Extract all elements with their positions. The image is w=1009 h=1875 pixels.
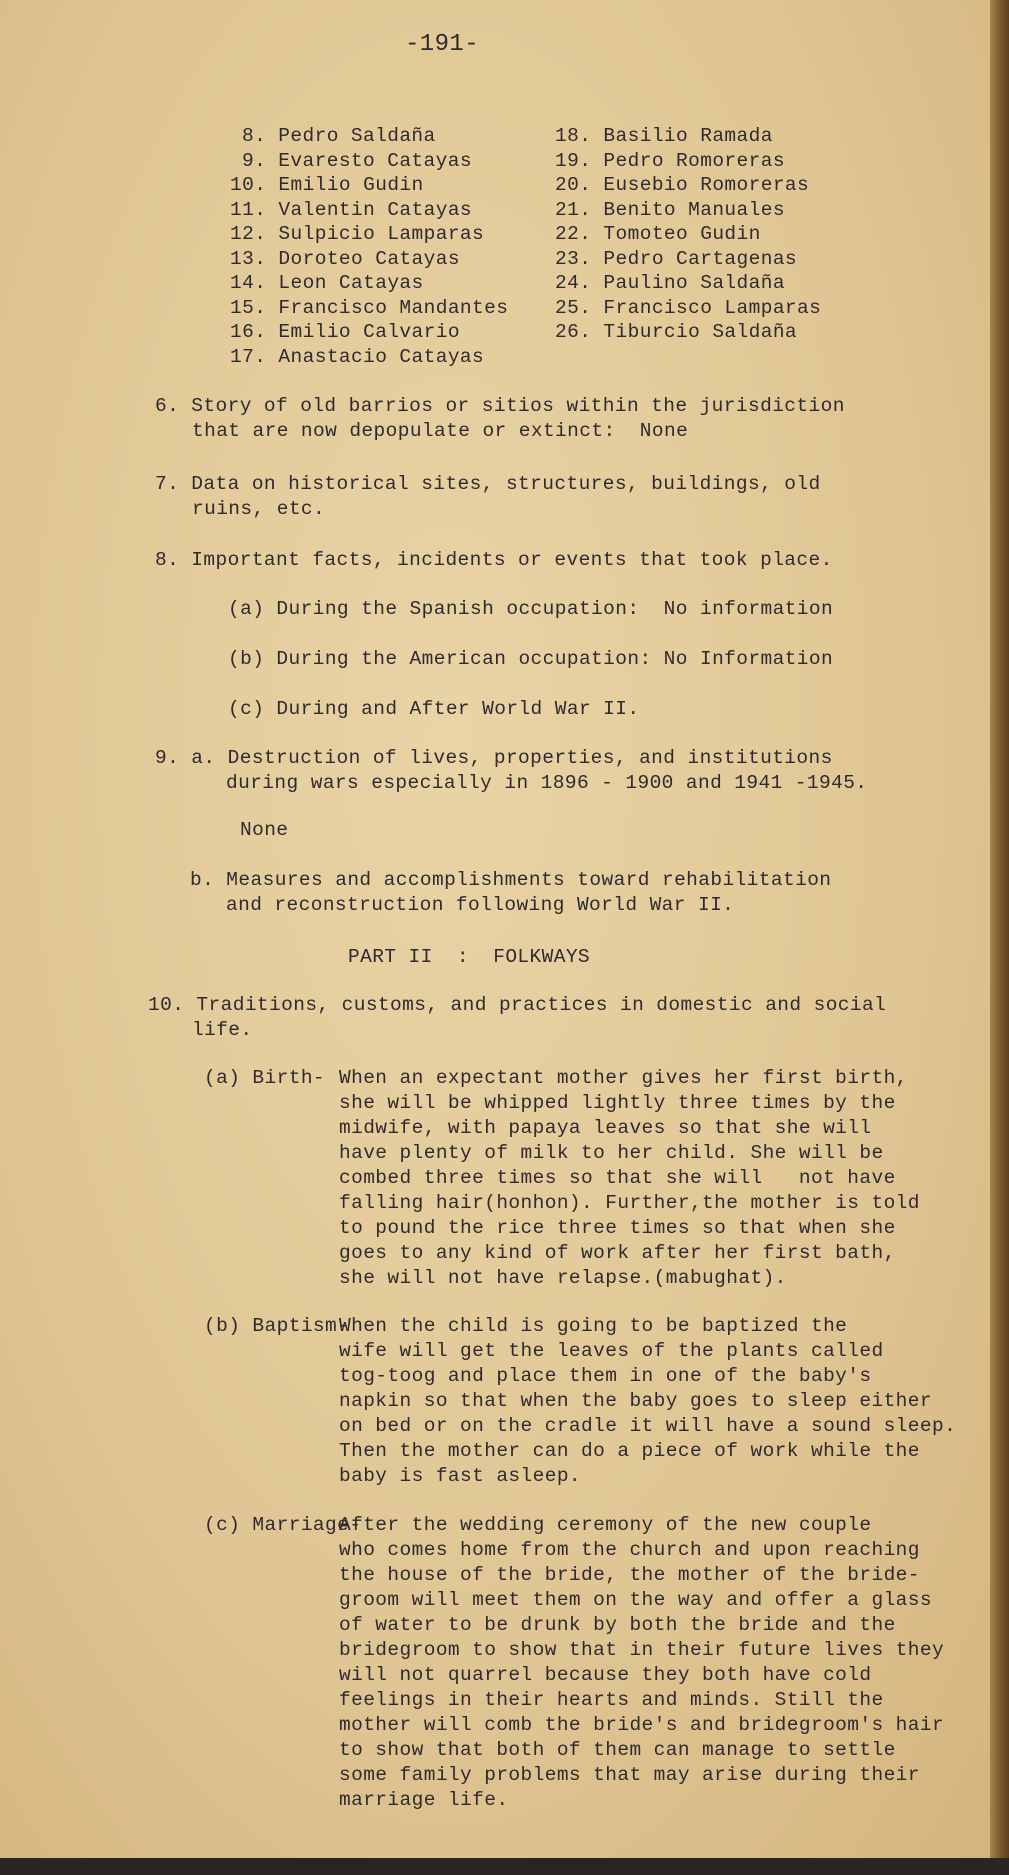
list-item: 8. Pedro Saldaña (242, 125, 436, 147)
list-item: 21. Benito Manuales (555, 199, 785, 221)
item-6-line-1: 6. Story of old barrios or sitios within the jurisdiction (155, 395, 845, 417)
birth-line: she will be whipped lightly three times by the (339, 1092, 896, 1114)
birth-line: to pound the rice three times so that when she (339, 1217, 896, 1239)
baptism-line: baby is fast asleep. (339, 1465, 582, 1487)
marriage-line: mother will comb the bride's and bridegroom's hair (339, 1714, 945, 1736)
list-item: 23. Pedro Cartagenas (555, 248, 798, 270)
birth-line: she will not have relapse.(mabughat). (339, 1267, 787, 1289)
baptism-label: (b) Baptism- (204, 1315, 350, 1337)
marriage-line: bridegroom to show that in their future lives they (339, 1639, 945, 1661)
binding-edge (990, 0, 1009, 1875)
list-item: 16. Emilio Calvario (230, 321, 460, 343)
item-8-a: (a) During the Spanish occupation: No information (228, 598, 834, 620)
list-item: 17. Anastacio Catayas (230, 346, 485, 368)
item-8-heading: 8. Important facts, incidents or events that took place. (155, 549, 833, 571)
baptism-line: Then the mother can do a piece of work while the (339, 1440, 920, 1462)
item-9-b-line-2: and reconstruction following World War II. (226, 894, 735, 916)
birth-line: When an expectant mother gives her first birth, (339, 1067, 908, 1089)
list-item: 14. Leon Catayas (230, 272, 424, 294)
item-8-c: (c) During and After World War II. (228, 698, 640, 720)
list-item: 19. Pedro Romoreras (555, 150, 785, 172)
marriage-line: groom will meet them on the way and offer a glass (339, 1589, 932, 1611)
item-9-line-1: 9. a. Destruction of lives, properties, and institutions (155, 747, 833, 769)
list-item: 10. Emilio Gudin (230, 174, 424, 196)
list-item: 15. Francisco Mandantes (230, 297, 509, 319)
marriage-line: After the wedding ceremony of the new couple (339, 1514, 872, 1536)
baptism-line: When the child is going to be baptized the (339, 1315, 848, 1337)
marriage-line: the house of the bride, the mother of the bride- (339, 1564, 920, 1586)
item-10-line-1: 10. Traditions, customs, and practices in domestic and social (148, 994, 887, 1016)
list-item: 26. Tiburcio Saldaña (555, 321, 798, 343)
marriage-line: to show that both of them can manage to settle (339, 1739, 896, 1761)
page-number: -191- (405, 31, 480, 58)
baptism-line: on bed or on the cradle it will have a sound sleep. (339, 1415, 957, 1437)
list-item: 18. Basilio Ramada (555, 125, 773, 147)
item-10-line-2: life. (192, 1019, 253, 1041)
part-heading: PART II : FOLKWAYS (348, 946, 591, 968)
item-9-none: None (240, 819, 289, 841)
baptism-line: tog-toog and place them in one of the baby's (339, 1365, 872, 1387)
birth-line: midwife, with papaya leaves so that she will (339, 1117, 872, 1139)
birth-line: combed three times so that she will not have (339, 1167, 896, 1189)
list-item: 25. Francisco Lamparas (555, 297, 822, 319)
item-6-line-2: that are now depopulate or extinct: None (192, 420, 689, 442)
item-7-line-2: ruins, etc. (192, 498, 326, 520)
birth-line: have plenty of milk to her child. She will be (339, 1142, 884, 1164)
baptism-line: napkin so that when the baby goes to sleep either (339, 1390, 932, 1412)
list-item: 13. Doroteo Catayas (230, 248, 460, 270)
marriage-line: who comes home from the church and upon reaching (339, 1539, 920, 1561)
item-7-line-1: 7. Data on historical sites, structures, buildings, old (155, 473, 821, 495)
marriage-line: will not quarrel because they both have cold (339, 1664, 872, 1686)
item-9-b-line-1: b. Measures and accomplishments toward rehabilitation (190, 869, 832, 891)
birth-label: (a) Birth- (204, 1067, 326, 1089)
list-item: 11. Valentin Catayas (230, 199, 473, 221)
birth-line: goes to any kind of work after her first bath, (339, 1242, 896, 1264)
marriage-line: marriage life. (339, 1789, 509, 1811)
marriage-line: of water to be drunk by both the bride and the (339, 1614, 896, 1636)
page-bottom-shadow (0, 1858, 1009, 1875)
list-item: 22. Tomoteo Gudin (555, 223, 761, 245)
list-item: 12. Sulpicio Lamparas (230, 223, 485, 245)
baptism-line: wife will get the leaves of the plants called (339, 1340, 884, 1362)
marriage-line: some family problems that may arise during their (339, 1764, 920, 1786)
list-item: 9. Evaresto Catayas (242, 150, 472, 172)
item-8-b: (b) During the American occupation: No Information (228, 648, 834, 670)
list-item: 20. Eusebio Romoreras (555, 174, 810, 196)
marriage-line: feelings in their hearts and minds. Still the (339, 1689, 884, 1711)
list-item: 24. Paulino Saldaña (555, 272, 785, 294)
marriage-label: (c) Marriage- (204, 1514, 362, 1536)
birth-line: falling hair(honhon). Further,the mother is told (339, 1192, 920, 1214)
item-9-line-2: during wars especially in 1896 - 1900 and 1941 -1945. (226, 772, 868, 794)
